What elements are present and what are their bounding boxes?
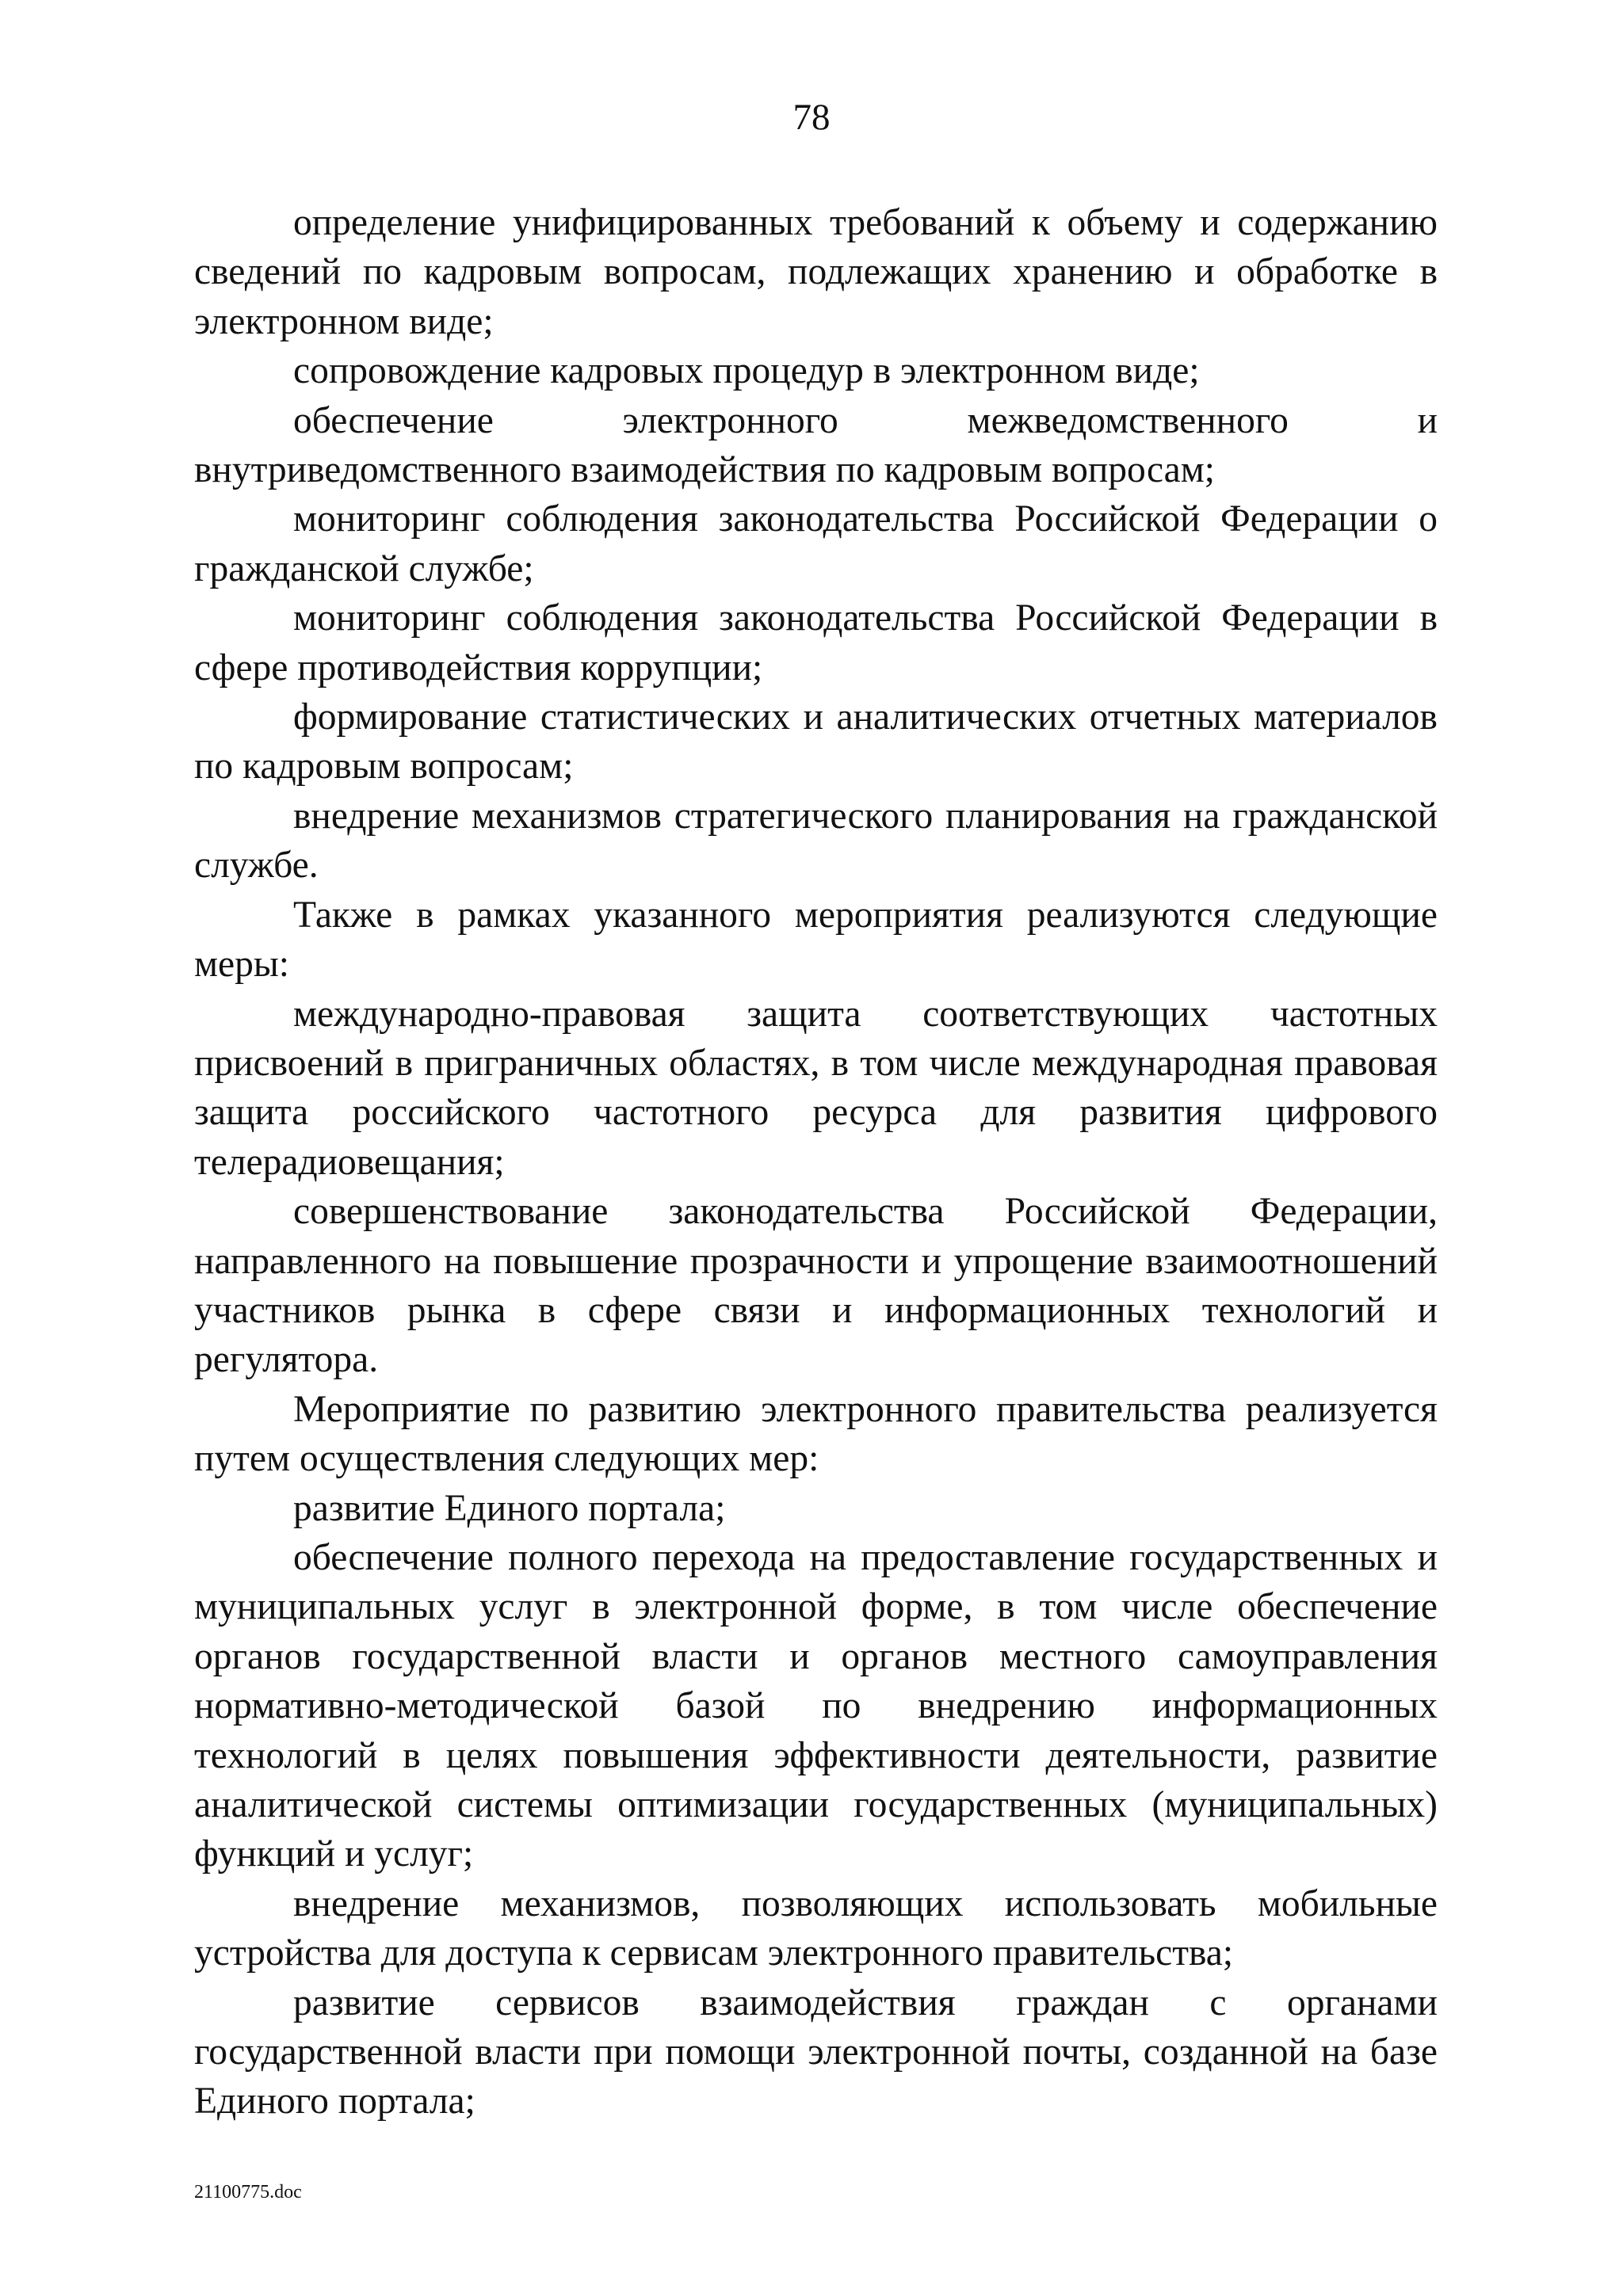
paragraph: международно-правовая защита соответствующих частотных присвоений в приграничных областях, в том числе международная правовая защита российского частотного ресурса для развития цифрового телерадиовещания;: [194, 993, 1438, 1183]
paragraph: обеспечение электронного межведомственного и внутриведомственного взаимодействия по кадровым вопросам;: [194, 399, 1438, 491]
paragraph: внедрение механизмов стратегического планирования на гражданской службе.: [194, 795, 1438, 887]
paragraph: внедрение механизмов, позволяющих использовать мобильные устройства для доступа к сервисам электронного правительства;: [194, 1882, 1438, 1974]
page-number: 78: [792, 97, 831, 138]
paragraph: мониторинг соблюдения законодательства Российской Федерации в сфере противодействия коррупции;: [194, 597, 1438, 688]
paragraph: мониторинг соблюдения законодательства Российской Федерации о гражданской службе;: [194, 498, 1438, 589]
paragraph: совершенствование законодательства Российской Федерации, направленного на повышение прозрачности и упрощение взаимоотношений участников рынка в сфере связи и информационных технологий и регулятора.: [194, 1191, 1438, 1381]
paragraph: Также в рамках указанного мероприятия реализуются следующие меры:: [194, 894, 1438, 986]
body-text: [194, 198, 1438, 2126]
paragraph: развитие Единого портала;: [293, 1487, 726, 1529]
paragraph: сопровождение кадровых процедур в электронном виде;: [293, 350, 1200, 392]
paragraph: формирование статистических и аналитических отчетных материалов по кадровым вопросам;: [194, 696, 1438, 788]
paragraph: определение унифицированных требований к объему и содержанию сведений по кадровым вопросам, подлежащих хранению и обработке в электронном виде;: [194, 202, 1438, 342]
paragraph: развитие сервисов взаимодействия граждан с органами государственной власти при помощи электронной почты, созданной на базе Единого портала;: [194, 1981, 1438, 2122]
document-filename: 21100775.doc: [194, 2182, 302, 2203]
paragraph: Мероприятие по развитию электронного правительства реализуется путем осуществления следующих мер:: [194, 1388, 1438, 1480]
paragraph: обеспечение полного перехода на предоставление государственных и муниципальных услуг в электронной форме, в том числе обеспечение органов государственной власти и органов местного самоуправления нормативно-методической базой по внедрению информационных технологий в целях повышения эффективности деятельности, развитие аналитической системы оптимизации государственных (муниципальных) функций и услуг;: [194, 1536, 1438, 1875]
